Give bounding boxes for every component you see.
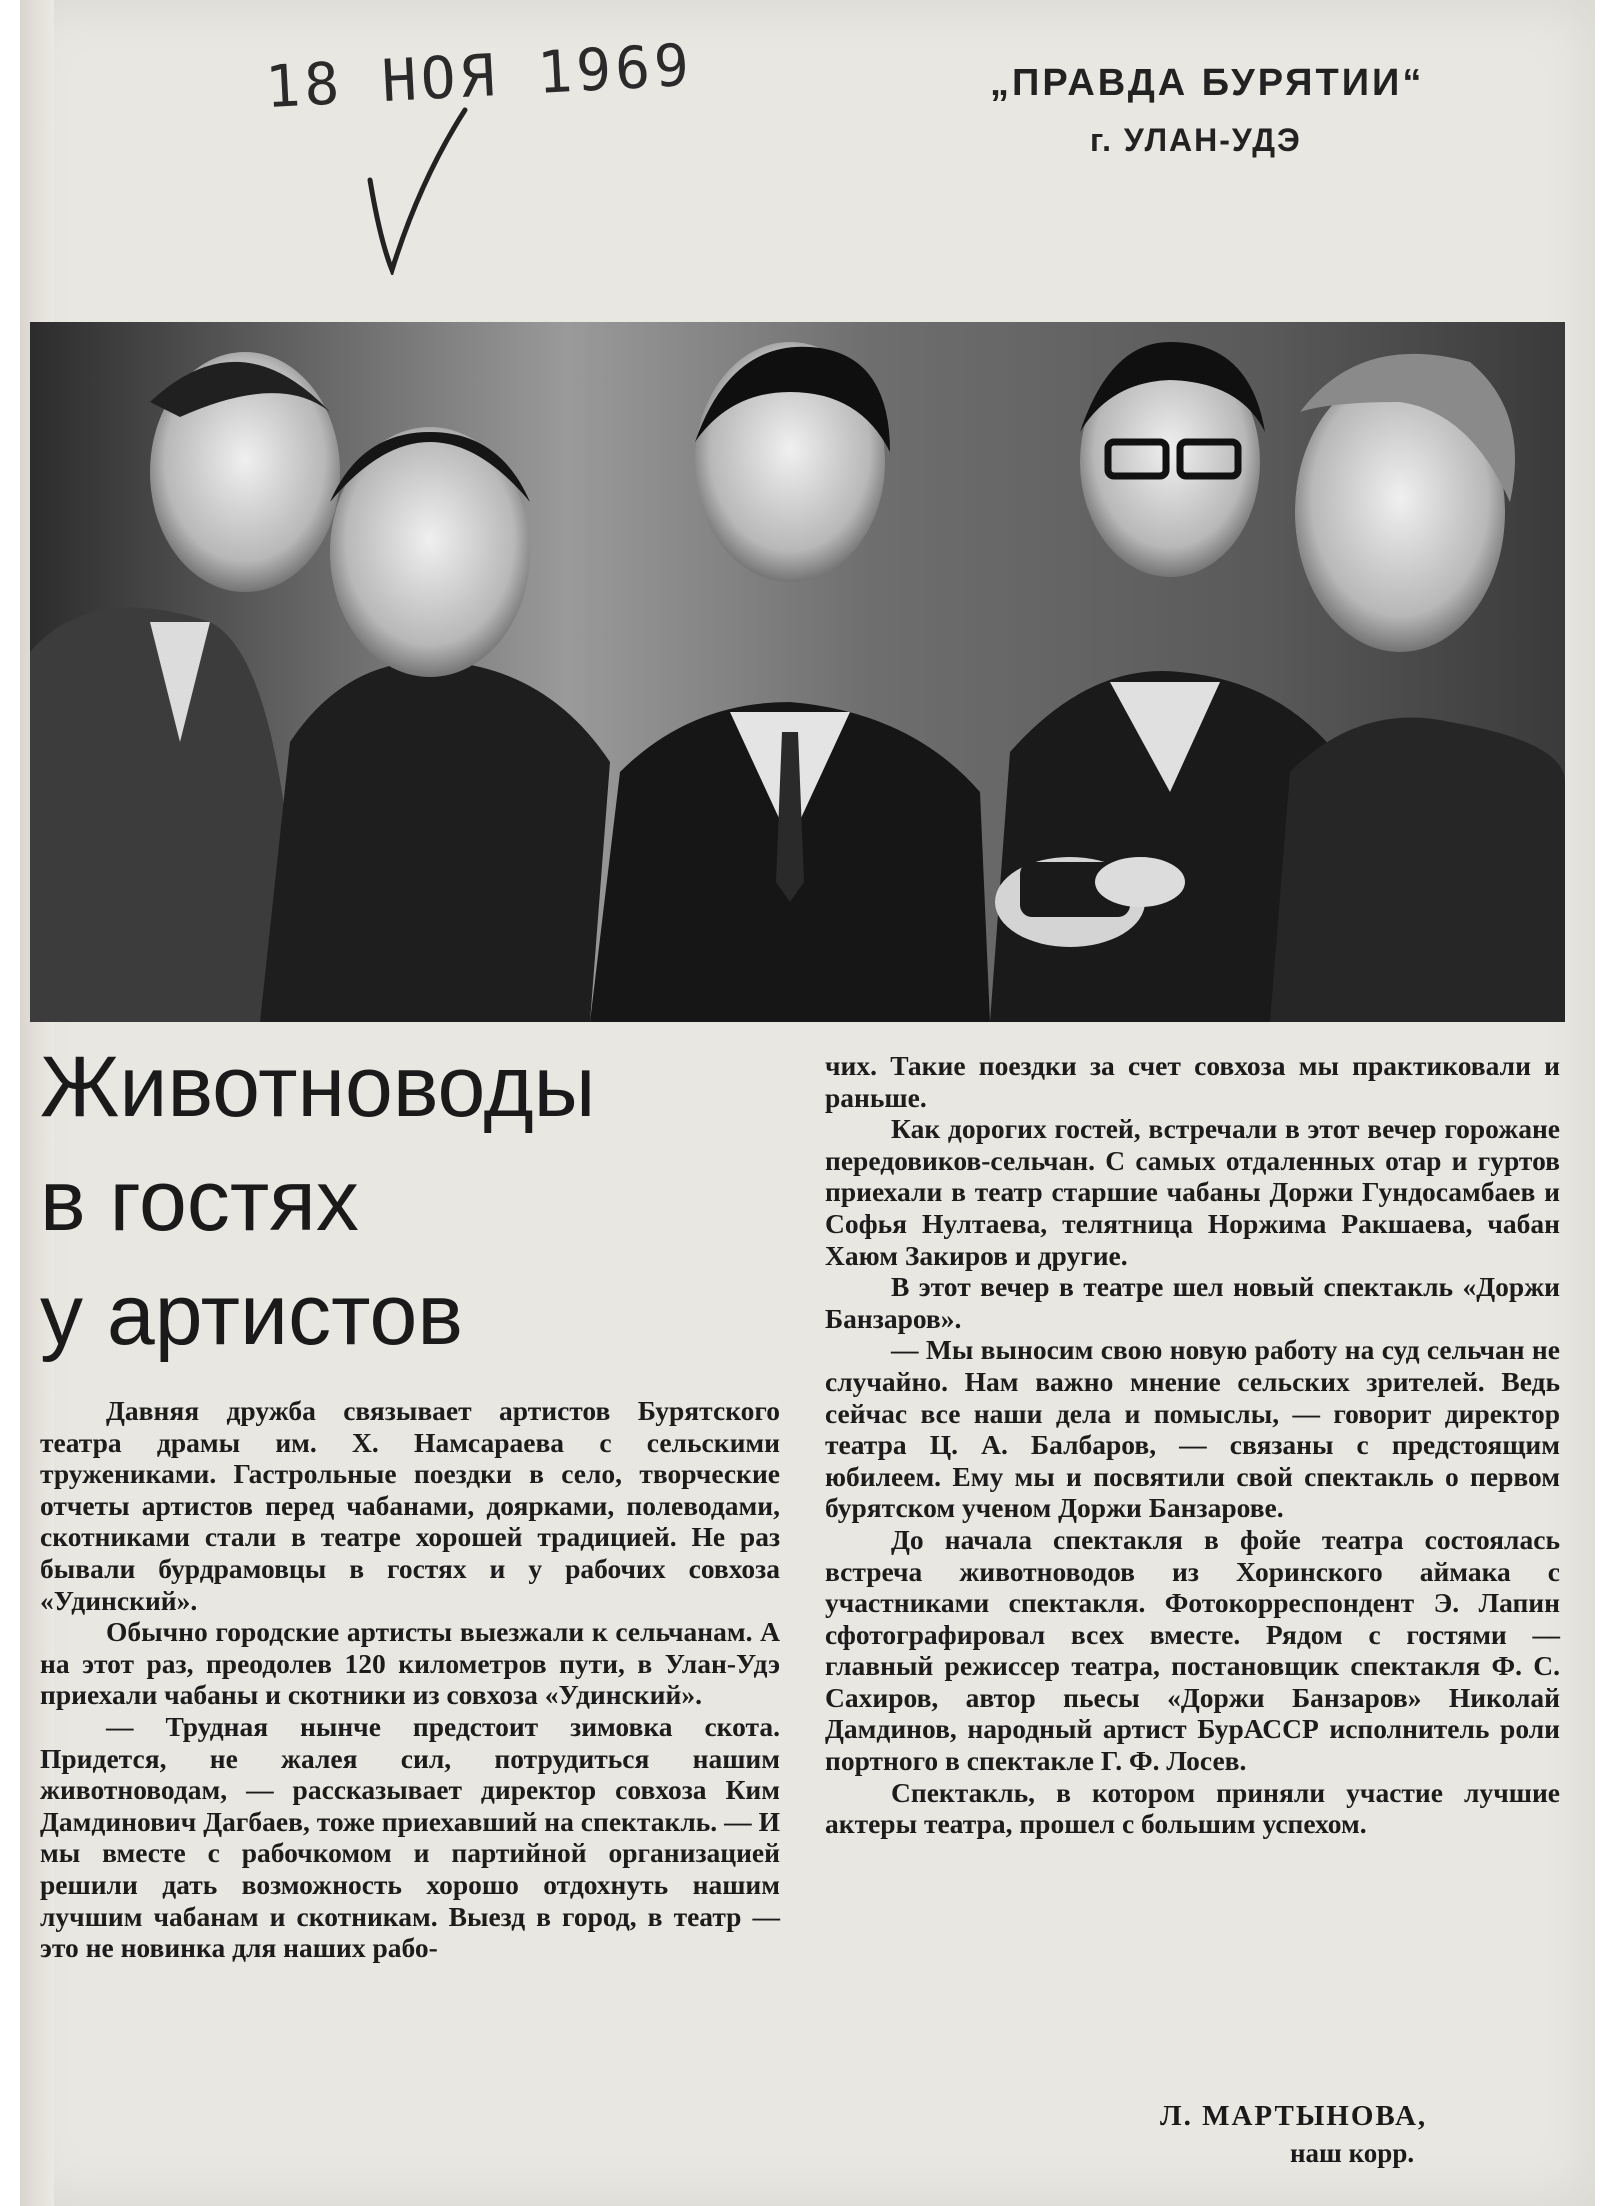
paragraph-continuation: чих. Такие поездки за счет совхоза мы практиковали и раньше. (825, 1050, 1560, 1113)
paragraph: Давняя дружба связывает артистов Бурятского театра драмы им. Х. Намсараева с сельскими тружениками. Гастрольные поездки в село, творческие отчеты артистов перед чабанами, доярками, полеводами, скотниками стали в театре хорошей традицией. Не раз бывали бурдрамовцы в гостях и у рабочих совхоза «Удинский». (40, 1395, 780, 1616)
paragraph: В этот вечер в театре шел новый спектакль «Доржи Банзаров». (825, 1271, 1560, 1334)
paragraph: Спектакль, в котором приняли участие лучшие актеры театра, прошел с большим успехом. (825, 1776, 1560, 1840)
headline-line: у артистов (40, 1267, 464, 1363)
newspaper-name: „ПРАВДА БУРЯТИИ“ (990, 62, 1425, 104)
article-headline (40, 1030, 780, 1372)
paragraph: — Трудная нынче предстоит зимовка скота. Придется, не жалея сил, потрудиться нашим животноводам, — рассказывает директор совхоза Ким Дамдинович Дагбаев, тоже приехавший на спектакль. — И мы вместе с рабочкомом и партийной организацией решили дать возможность хорошо отдохнуть нашим лучшим чабанам и скотникам. Выезд в город, в театр — это не новинка для наших рабо- (40, 1710, 780, 1964)
newspaper-city: г. УЛАН-УДЭ (1090, 122, 1302, 158)
article-photo (30, 322, 1565, 1022)
author-name: Л. МАРТЫНОВА, (1160, 2100, 1428, 2132)
article-column-left (40, 1395, 780, 1964)
headline-line: Животноводы (40, 1039, 596, 1135)
article-column-right (825, 1050, 1560, 1840)
paragraph: Как дорогих гостей, встречали в этот вечер горожане передовиков-сельчан. С самых отдаленных отар и гуртов приехали в театр старшие чабаны Доржи Гундосамбаев и Софья Нултаева, телятница Норжима Ракшаева, чабан Хаюм Закиров и другие. (825, 1113, 1560, 1271)
checkmark-icon (360, 100, 480, 275)
date-stamp: 18 НОЯ 1969 (263, 30, 695, 122)
photo-group-of-five-men-icon (30, 322, 1565, 1022)
paragraph: — Мы выносим свою новую работу на суд сельчан не случайно. Нам важно мнение сельских зрителей. Ведь сейчас все наши дела и помыслы, — говорит директор театра Ц. А. Балбаров, — связаны с предстоящим юбилеем. Ему мы и посвятили свой спектакль о первом бурятском ученом Доржи Банзарове. (825, 1334, 1560, 1524)
headline-line: в гостях (40, 1153, 359, 1249)
paragraph: Обычно городские артисты выезжали к сельчанам. А на этот раз, преодолев 120 километров пути, в Улан-Удэ приехали чабаны и скотники из совхоза «Удинский». (40, 1616, 780, 1711)
author-role: наш корр. (1290, 2138, 1415, 2168)
paragraph: До начала спектакля в фойе театра состоялась встреча животноводов из Хоринского аймака с участниками спектакля. Фотокорреспондент Э. Лапин сфотографировал всех вместе. Рядом с гостями — главный режиссер театра, постановщик спектакля Ф. С. Сахиров, автор пьесы «Доржи Банзаров» Николай Дамдинов, народный артист БурАССР исполнитель роли портного в спектакле Г. Ф. Лосев. (825, 1523, 1560, 1777)
